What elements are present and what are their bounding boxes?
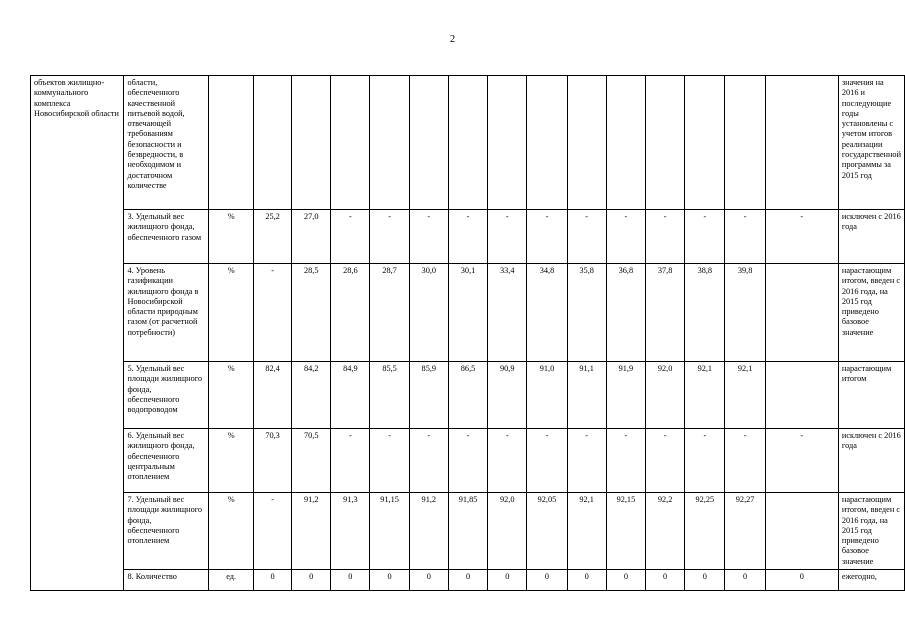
indicator-name-cell: 6. Удельный вес жилищного фонда, обеспеченного центральным отоплением	[124, 429, 209, 493]
value-cell: -	[488, 429, 527, 493]
value-cell: 92,15	[606, 493, 645, 570]
value-cell: 91,15	[370, 493, 409, 570]
value-cell: 92,1	[685, 362, 725, 429]
unit-cell	[209, 76, 254, 210]
value-cell: 70,5	[292, 429, 331, 493]
indicator-name-cell: 4. Уровень газификации жилищного фонда в Новосибирской области природным газом (от расчетной потребности)	[124, 264, 209, 362]
value-cell: -	[527, 210, 567, 264]
value-cell	[567, 76, 606, 210]
value-cell: -	[254, 264, 292, 362]
value-cell	[370, 76, 409, 210]
value-cell: 91,9	[606, 362, 645, 429]
value-cell: -	[370, 429, 409, 493]
value-cell: 0	[567, 570, 606, 591]
value-cell: -	[765, 210, 838, 264]
value-cell	[646, 76, 685, 210]
value-cell: 91,2	[292, 493, 331, 570]
value-cell	[765, 264, 838, 362]
note-cell: исключен с 2016 года	[838, 210, 904, 264]
value-cell: 0	[725, 570, 765, 591]
value-cell: 92,0	[488, 493, 527, 570]
value-cell: -	[331, 210, 370, 264]
value-cell: 92,2	[646, 493, 685, 570]
value-cell: 35,8	[567, 264, 606, 362]
value-cell: 85,5	[370, 362, 409, 429]
value-cell: -	[725, 210, 765, 264]
value-cell: -	[567, 210, 606, 264]
value-cell	[606, 76, 645, 210]
value-cell: 82,4	[254, 362, 292, 429]
indicator-name-cell: 8. Количество	[124, 570, 209, 591]
note-cell: значения на 2016 и последующие годы установлены с учетом итогов реализации государственной программы за 2015 год	[838, 76, 904, 210]
value-cell: 86,5	[448, 362, 487, 429]
value-cell: -	[448, 429, 487, 493]
note-cell: исключен с 2016 года	[838, 429, 904, 493]
value-cell	[685, 76, 725, 210]
value-cell: 91,3	[331, 493, 370, 570]
value-cell: 0	[448, 570, 487, 591]
table-row	[31, 362, 905, 429]
value-cell: -	[567, 429, 606, 493]
value-cell: -	[370, 210, 409, 264]
value-cell: -	[606, 210, 645, 264]
table-row	[31, 210, 905, 264]
value-cell: 38,8	[685, 264, 725, 362]
value-cell: 92,1	[567, 493, 606, 570]
table-row	[31, 493, 905, 570]
value-cell: 28,7	[370, 264, 409, 362]
value-cell: 92,1	[725, 362, 765, 429]
value-cell: 70,3	[254, 429, 292, 493]
value-cell: 39,8	[725, 264, 765, 362]
value-cell: 92,05	[527, 493, 567, 570]
value-cell	[488, 76, 527, 210]
unit-cell: %	[209, 210, 254, 264]
value-cell: -	[765, 429, 838, 493]
section-cell: объектов жилищно-коммунального комплекса Новосибирской области	[31, 76, 124, 591]
value-cell: 0	[409, 570, 448, 591]
indicator-name-cell: области, обеспеченного качественной питьевой водой, отвечающей требованиям безопасности и безвредности, в необходимом и достаточном количестве	[124, 76, 209, 210]
value-cell: 27,0	[292, 210, 331, 264]
value-cell: -	[725, 429, 765, 493]
table-row	[31, 76, 905, 210]
table-row	[31, 429, 905, 493]
value-cell: 0	[646, 570, 685, 591]
value-cell: -	[409, 429, 448, 493]
value-cell: -	[331, 429, 370, 493]
value-cell: 0	[488, 570, 527, 591]
value-cell: 28,6	[331, 264, 370, 362]
value-cell: -	[254, 493, 292, 570]
indicator-name-cell: 5. Удельный вес площади жилищного фонда, обеспеченного водопроводом	[124, 362, 209, 429]
value-cell	[527, 76, 567, 210]
value-cell: 0	[765, 570, 838, 591]
value-cell	[292, 76, 331, 210]
value-cell: 92,25	[685, 493, 725, 570]
value-cell: 0	[685, 570, 725, 591]
value-cell: 34,8	[527, 264, 567, 362]
value-cell	[765, 362, 838, 429]
value-cell: -	[646, 429, 685, 493]
value-cell: -	[488, 210, 527, 264]
unit-cell: %	[209, 493, 254, 570]
unit-cell: %	[209, 429, 254, 493]
value-cell: 91,85	[448, 493, 487, 570]
table-row	[31, 570, 905, 591]
value-cell: -	[527, 429, 567, 493]
page-number: 2	[449, 34, 456, 45]
value-cell: 0	[292, 570, 331, 591]
value-cell	[448, 76, 487, 210]
value-cell: 85,9	[409, 362, 448, 429]
value-cell: 91,0	[527, 362, 567, 429]
value-cell: 33,4	[488, 264, 527, 362]
value-cell: 0	[606, 570, 645, 591]
value-cell: 36,8	[606, 264, 645, 362]
value-cell: 90,9	[488, 362, 527, 429]
note-cell: ежегодно,	[838, 570, 904, 591]
unit-cell: ед.	[209, 570, 254, 591]
value-cell: -	[685, 210, 725, 264]
value-cell	[331, 76, 370, 210]
value-cell: -	[409, 210, 448, 264]
note-cell: нарастающим итогом, введен с 2016 года, на 2015 год приведено базовое значение	[838, 493, 904, 570]
value-cell: 37,8	[646, 264, 685, 362]
indicators-table	[30, 75, 905, 591]
value-cell: 30,0	[409, 264, 448, 362]
value-cell: 84,2	[292, 362, 331, 429]
value-cell: -	[685, 429, 725, 493]
note-cell: нарастающим итогом	[838, 362, 904, 429]
value-cell	[765, 76, 838, 210]
unit-cell: %	[209, 362, 254, 429]
value-cell	[409, 76, 448, 210]
value-cell: -	[606, 429, 645, 493]
value-cell: -	[448, 210, 487, 264]
note-cell: нарастающим итогом, введен с 2016 года, на 2015 год приведено базовое значение	[838, 264, 904, 362]
value-cell	[725, 76, 765, 210]
value-cell: 92,27	[725, 493, 765, 570]
value-cell: 25,2	[254, 210, 292, 264]
value-cell: 30,1	[448, 264, 487, 362]
value-cell	[765, 493, 838, 570]
indicator-name-cell: 3. Удельный вес жилищного фонда, обеспеченного газом	[124, 210, 209, 264]
value-cell: 0	[331, 570, 370, 591]
value-cell: 0	[527, 570, 567, 591]
value-cell: 28,5	[292, 264, 331, 362]
value-cell: 84,9	[331, 362, 370, 429]
value-cell: 91,2	[409, 493, 448, 570]
value-cell: 0	[370, 570, 409, 591]
value-cell: 92,0	[646, 362, 685, 429]
value-cell	[254, 76, 292, 210]
table-body	[31, 76, 905, 591]
value-cell: 91,1	[567, 362, 606, 429]
value-cell: 0	[254, 570, 292, 591]
value-cell: -	[646, 210, 685, 264]
table-row	[31, 264, 905, 362]
indicator-name-cell: 7. Удельный вес площади жилищного фонда, обеспеченного отоплением	[124, 493, 209, 570]
unit-cell: %	[209, 264, 254, 362]
